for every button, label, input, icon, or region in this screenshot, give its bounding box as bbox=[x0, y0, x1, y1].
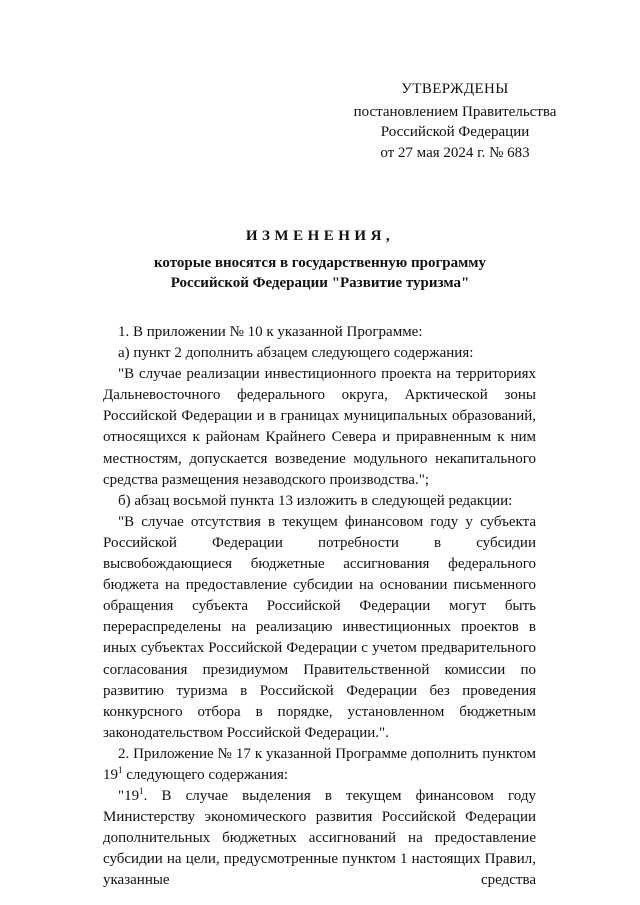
approval-block bbox=[330, 79, 580, 163]
document-subtitle bbox=[60, 253, 580, 293]
paragraph-subitem-a: а) пункт 2 дополнить абзацем следующего содержания: bbox=[118, 345, 474, 362]
approval-date-line: от 27 мая 2024 г. № 683 bbox=[380, 144, 530, 161]
document-body bbox=[103, 322, 536, 892]
paragraph-item-2 bbox=[103, 744, 536, 786]
paragraph-item-1: 1. В приложении № 10 к указанной Программе: bbox=[118, 324, 423, 340]
paragraph-text: следующего содержания: bbox=[122, 766, 289, 783]
subtitle-line: Российской Федерации "Развитие туризма" bbox=[170, 275, 470, 291]
paragraph-text: "19 bbox=[118, 788, 140, 805]
quoted-paragraph: "В случае отсутствия в текущем финансовом году у субъекта Российской Федерации потребности в субсидии высвобождающиеся бюджетные ассигнования федерального бюджета на предоставление субсидии на основании письменного обращения субъекта Российской Федерации могут быть перераспределены на реализацию инвестиционных проектов в иных субъектах Российской Федерации с учетом предварительного согласования президиумом Правительственной комиссии по развитию туризма в Российской Федерации без проведения конкурсного отбора в порядке, установленном бюджетным законодательством Российской Федерации.". bbox=[103, 513, 536, 741]
quoted-paragraph bbox=[103, 786, 536, 891]
subtitle-line: которые вносятся в государственную программу bbox=[153, 255, 487, 271]
superscript: 1 bbox=[118, 764, 123, 775]
approval-heading: УТВЕРЖДЕНЫ bbox=[401, 81, 509, 97]
approval-line: Российской Федерации bbox=[380, 124, 530, 140]
quoted-paragraph: "В случае реализации инвестиционного проекта на территориях Дальневосточного федерального округа, Арктической зоны Российской Федерации и в границах муниципальных образований, относящихся к районам Крайнего Севера и приравненным к ним местностям, допускается возведение модульного некапитального средства размещения незаводского производства."; bbox=[103, 366, 536, 488]
paragraph-text: . В случае выделения в текущем финансовом году Министерству экономического развития Российской Федерации дополнительных бюджетных ассигнований на предоставление субсидии на цели, предусмотренные пунктом 1 настоящих Правил, указанные средства bbox=[103, 788, 536, 889]
paragraph-subitem-b: б) абзац восьмой пункта 13 изложить в следующей редакции: bbox=[118, 492, 513, 509]
superscript: 1 bbox=[139, 786, 144, 797]
approval-line: постановлением Правительства bbox=[353, 103, 557, 120]
paragraph-text: 2. Приложение № 17 к указанной Программе дополнить пунктом 19 bbox=[103, 745, 536, 783]
document-title: ИЗМЕНЕНИЯ, bbox=[245, 228, 395, 244]
